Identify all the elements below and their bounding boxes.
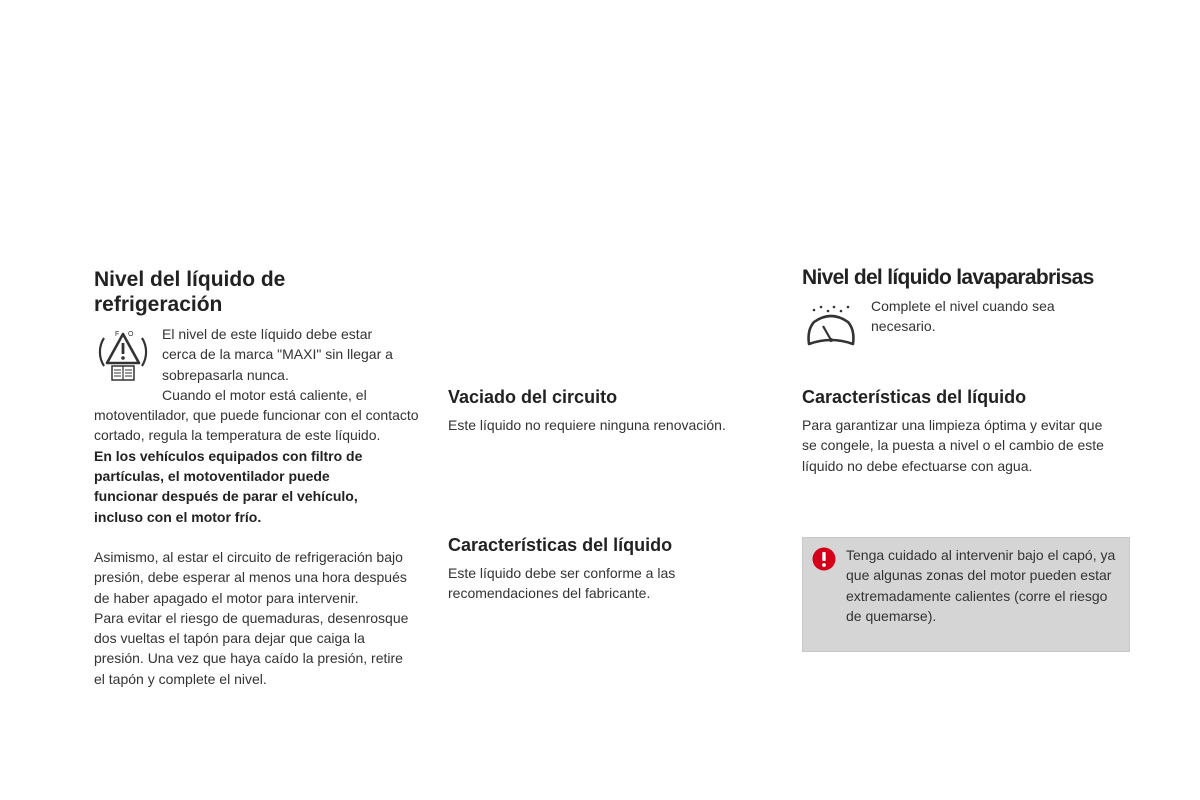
washer-fill-text: Complete el nivel cuando sea necesario.	[871, 298, 1055, 335]
coolant-level-title: Nivel del líquido de refrigeración	[94, 268, 286, 316]
coolant-burn-paragraph: Para evitar el riesgo de quemaduras, desenrosque dos vueltas el tapón para dejar que caiga la presión. Una vez que haya caído la presión, retire el tapón y complete el nivel.	[94, 609, 409, 687]
warning-box	[802, 537, 1130, 652]
coolant-characteristics-title: Características del líquido	[448, 535, 673, 555]
drain-title: Vaciado del circuito	[448, 387, 618, 407]
coolant-line-2: cerca de la marca "MAXI" sin llegar a	[162, 346, 393, 363]
exclamation-icon	[811, 546, 837, 577]
coolant-body	[94, 324, 430, 689]
svg-text:O: O	[128, 331, 134, 338]
coolant-characteristics-text: Este líquido debe ser conforme a las recomendaciones del fabricante.	[448, 565, 676, 602]
coolant-line-3: sobrepasarla nunca.	[162, 366, 289, 383]
washer-level-title: Nivel del líquido lavaparabrisas	[802, 266, 1094, 289]
warning-text: Tenga cuidado al intervenir bajo el capó, ya que algunas zonas del motor pueden estar extremadamente calientes (corre el riesgo de quemarse).	[846, 547, 1116, 624]
washer-characteristics-text: Para garantizar una limpieza óptima y evitar que se congele, la puesta a nivel o el cambio de este líquido no debe efectuarse con agua.	[802, 417, 1104, 474]
washer-fluid-icon	[804, 302, 858, 357]
drain-text: Este líquido no requiere ninguna renovación.	[448, 417, 726, 433]
washer-characteristics-title: Características del líquido	[802, 387, 1027, 407]
coolant-line-4: Cuando el motor está caliente, el	[162, 386, 367, 403]
coolant-bold-note: En los vehículos equipados con filtro de partículas, el motoventilador puede funcionar después de parar el vehículo, incluso con el motor frío.	[94, 447, 363, 525]
coolant-pressure-paragraph: Asimismo, al estar el circuito de refrigeración bajo presión, debe esperar al menos una hora después de haber apagado el motor para intervenir.	[94, 548, 407, 606]
svg-text:F: F	[115, 331, 120, 338]
coolant-line-1: El nivel de este líquido debe estar	[162, 326, 373, 342]
coolant-paragraph-rest: motoventilador, que puede funcionar con el contacto cortado, regula la temperatura de este líquido.	[94, 407, 419, 444]
